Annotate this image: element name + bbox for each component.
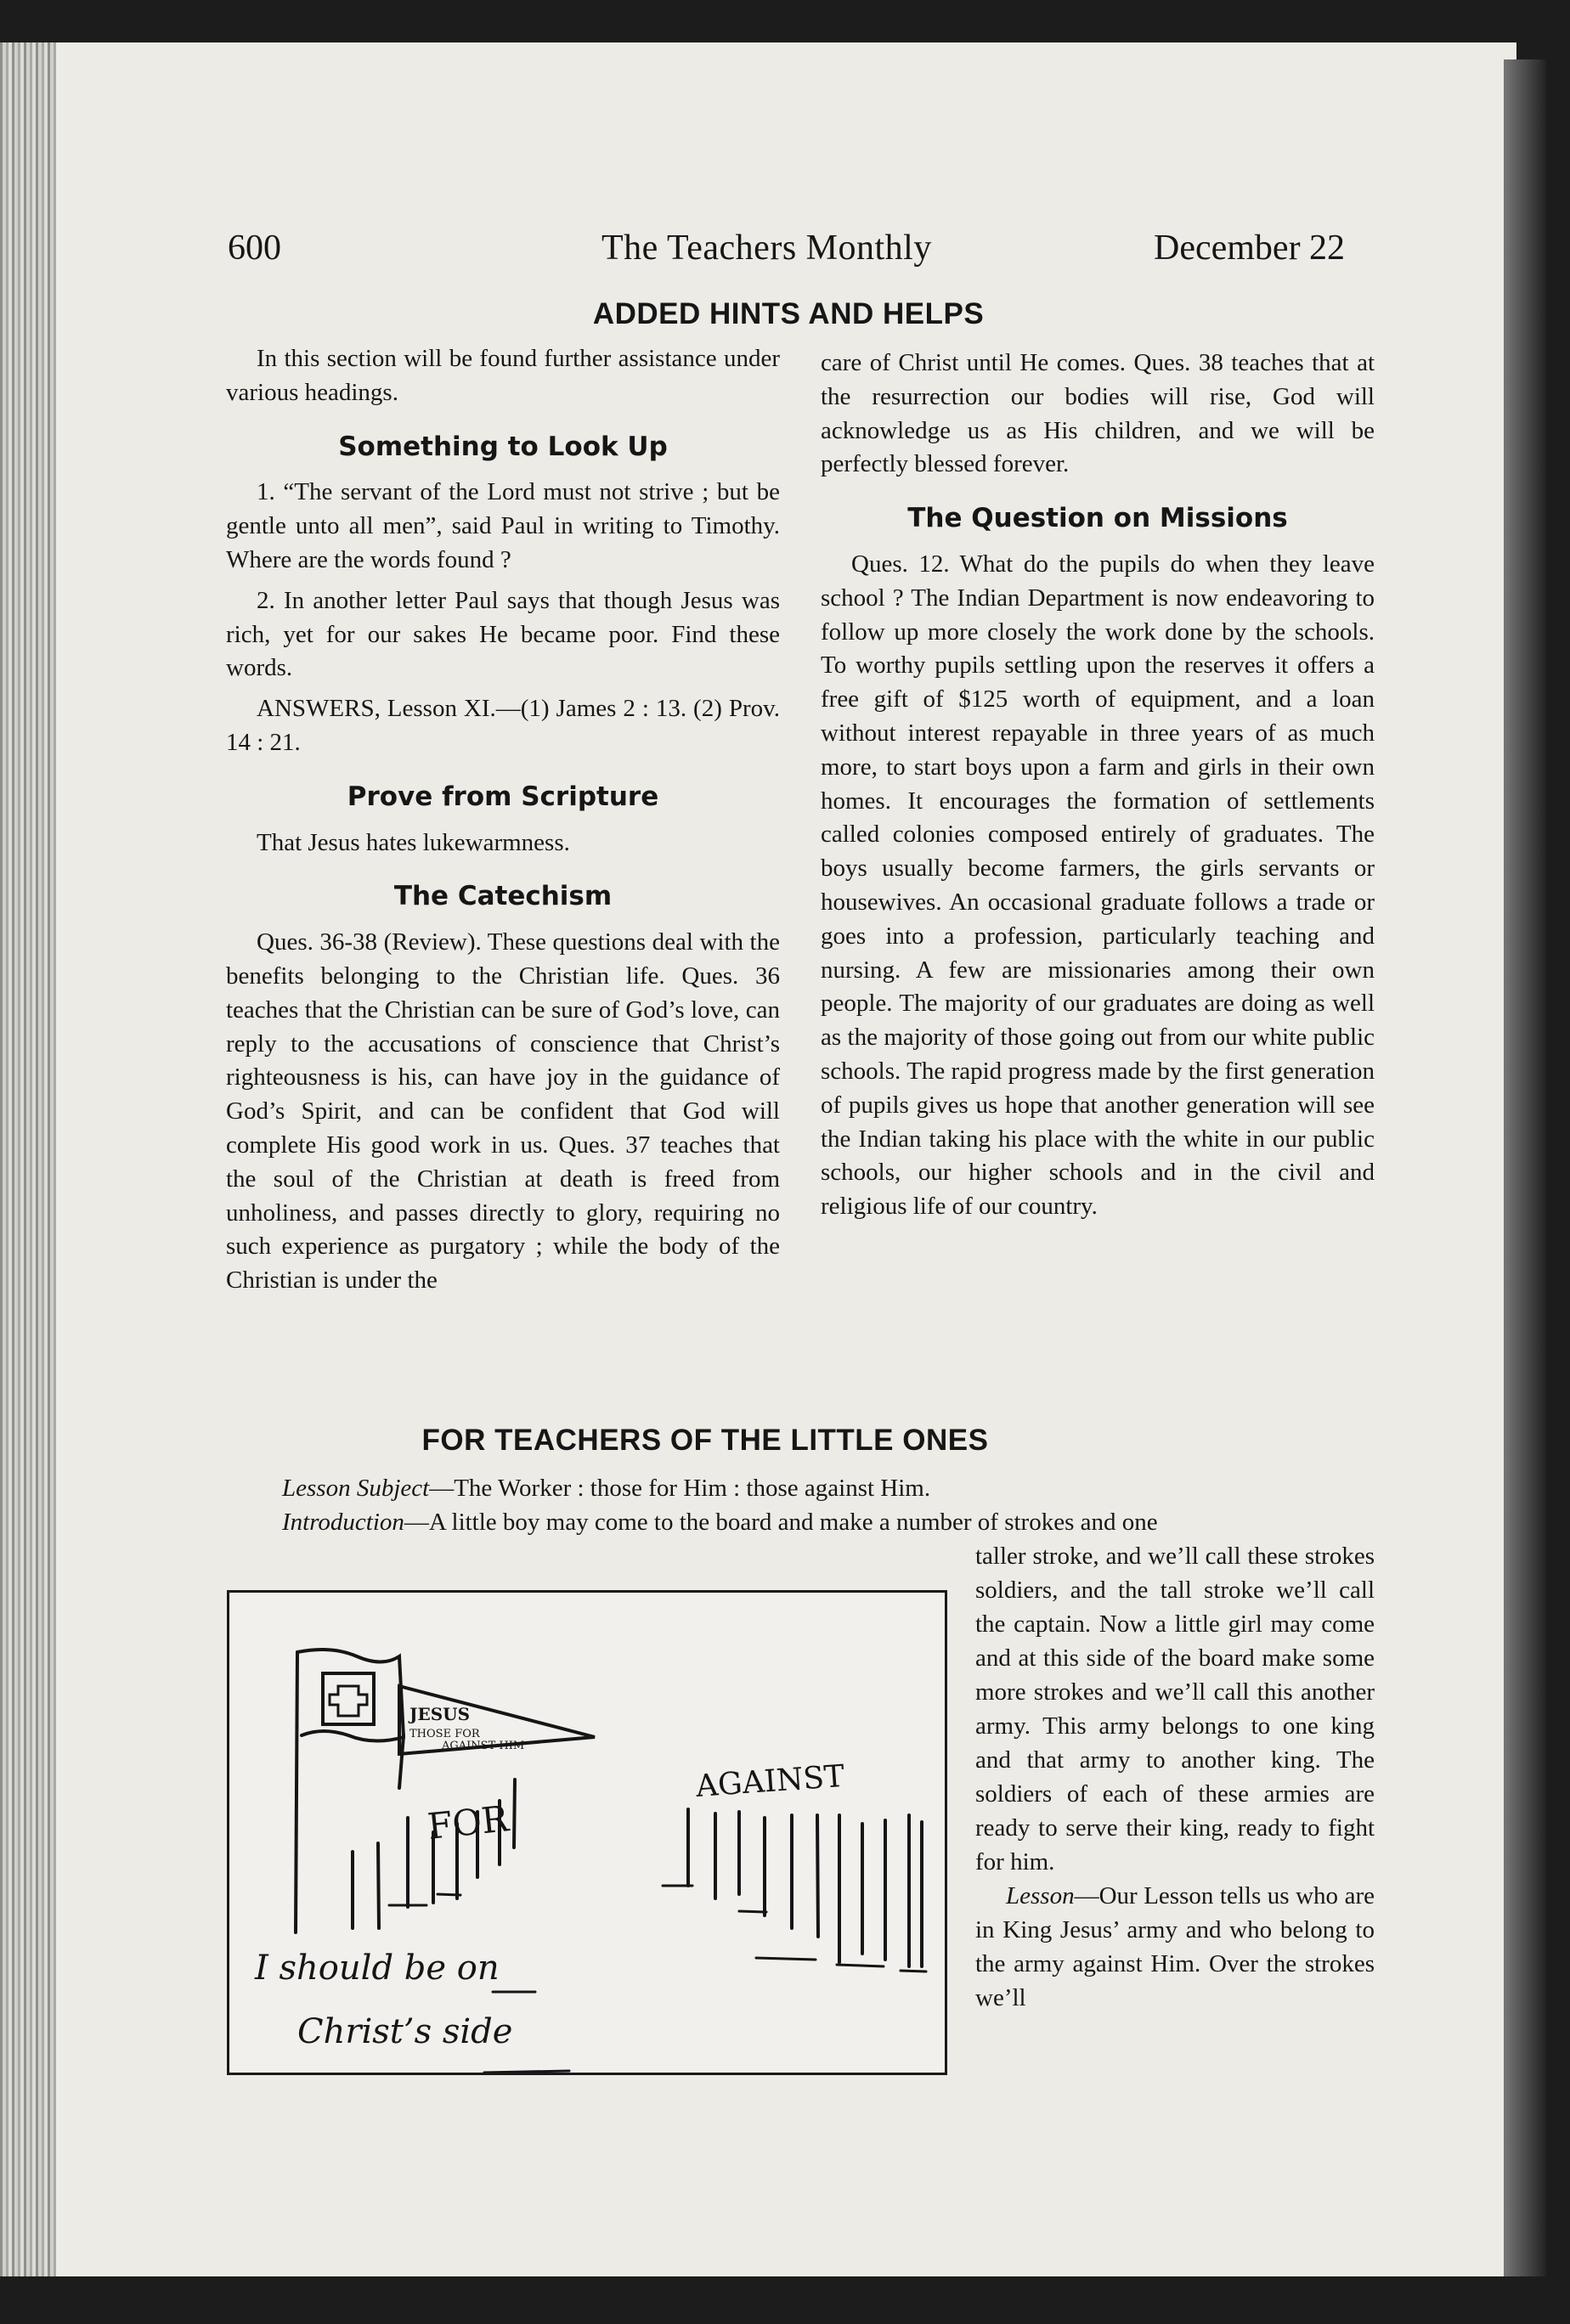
catechism-text-continued: care of Christ until He comes. Ques. 38 teaches that at the resurrection our bodies will rise, God will acknowledge us as His children, and we will be perfectly blessed forever. [821, 349, 1375, 478]
look-up-heading: Something to Look Up [338, 431, 668, 462]
lesson-text: —Our Lesson tells us who are in King Jesus’ army and who belong to the army against Him. Over the strokes we’ll [975, 1882, 1375, 2011]
hints-section-title: ADDED HINTS AND HELPS [592, 297, 985, 330]
left-column [226, 342, 780, 1298]
introduction-text: —A little boy may come to the board and make a number of strokes and one [404, 1509, 1158, 1536]
book-binding-edge [0, 42, 56, 2276]
flag-label-against: AGAINST HIM [442, 1740, 525, 1752]
catechism-heading: The Catechism [393, 881, 613, 912]
look-up-question-2: 2. In another letter Paul says that though Jesus was rich, yet for our sakes He became poor. Find these words. [226, 586, 780, 682]
flag-label-jesus: JESUS [409, 1704, 471, 1724]
lesson-subject-label: Lesson Subject [282, 1475, 430, 1502]
lesson-subject [282, 1471, 930, 1505]
introduction-continued-column [975, 1539, 1375, 2015]
board-sketch [229, 1593, 945, 2073]
journal-title: The Teachers Monthly [601, 228, 932, 268]
lesson-label: Lesson [1006, 1882, 1075, 1909]
prove-heading: Prove from Scripture [347, 781, 659, 812]
blackboard-illustration [227, 1590, 947, 2075]
right-column [821, 347, 1375, 1224]
flag-pole [296, 1652, 297, 1932]
look-up-question-1: 1. “The servant of the Lord must not strive ; but be gentle unto all men”, said Paul in writing to Timothy. Where are the words found ? [226, 478, 780, 573]
missions-text: Ques. 12. What do the pupils do when they leave school ? The Indian Department is now endeavoring to follow up more closely the work done by the schools. To worthy pupils settling upon the reserves it offers a free gift of $125 worth of equipment, and a loan without interest repayable in three years of as much more, to start boys upon a farm and girls in their own homes. It encourages the formation of settlements called colonies composed entirely of graduates. The boys usually become farmers, the girls servants or housewives. An occasional graduate follows a trade or goes into a profession, particularly teaching and nursing. A few are missionaries among their own people. The majority of our graduates are doing as well as the majority of those going out from our white public schools. The rapid progress made by the first generation of pupils gives us hope that another generation will see the Indian taking his place with the white in our public schools, our higher schools and in the civil and religious life of our country. [821, 550, 1375, 1221]
lesson-paragraph [975, 1879, 1375, 2015]
lesson-subject-text: —The Worker : those for Him : those against Him. [429, 1475, 931, 1502]
page-shadow-edge [1504, 59, 1546, 2276]
page-number: 600 [228, 228, 281, 268]
flag-label-for: THOSE FOR [409, 1728, 480, 1740]
issue-date: December 22 [1154, 228, 1346, 268]
missions-heading: The Question on Missions [907, 503, 1288, 534]
introduction-paragraph [226, 1505, 1375, 1539]
introduction-continued-text: taller stroke, and we’ll call these strokes soldiers, and the tall stroke we’ll call the captain. Now a little girl may come and at this side of the board make some more strokes and we’ll call this another army. This army belongs to one king and that army to another king. The soldiers of each of these armies are ready to serve their king, ready to fight for him. [975, 1543, 1375, 1876]
catechism-text: Ques. 36-38 (Review). These questions deal with the benefits belonging to the Christian life. Ques. 36 teaches that the Christian can be sure of God’s love, can reply to the accusations of conscience that Christ’s righteousness is his, can have joy in the guidance of God’s Spirit, and can be confident that God will complete His good work in us. Ques. 37 teaches that the soul of the Christian at death is freed from unholiness, and passes directly to glory, requiring no such experience as purgatory ; while the body of the Christian is under the [226, 928, 780, 1295]
board-caption-line-2: Christ’s side [297, 2012, 513, 2051]
prove-text: That Jesus hates lukewarmness. [257, 828, 570, 856]
board-label-for: FOR [425, 1797, 511, 1847]
board-label-against: AGAINST [694, 1758, 846, 1804]
introduction-label: Introduction [282, 1509, 404, 1536]
cross-icon [330, 1686, 367, 1716]
flag-body [297, 1650, 404, 1741]
hints-intro: In this section will be found further assistance under various headings. [226, 345, 780, 406]
little-ones-title: FOR TEACHERS OF THE LITTLE ONES [421, 1424, 989, 1457]
answers: ANSWERS, Lesson XI.—(1) James 2 : 13. (2) Prov. 14 : 21. [226, 695, 780, 756]
board-caption-line-1: I should be on [255, 1949, 500, 1988]
